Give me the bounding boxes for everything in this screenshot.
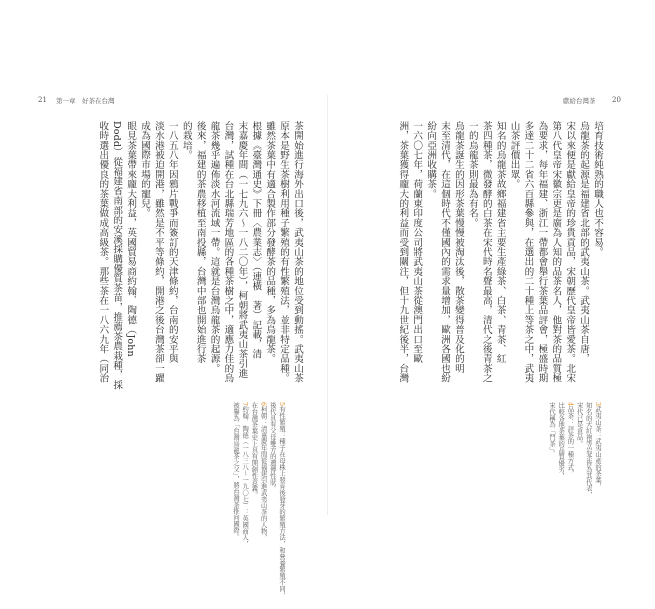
left-footnotes: [166, 402, 286, 599]
text-line: 茶開始進行海外出口後，武夷山茶的地位受到動搖。武夷山茶: [292, 121, 303, 383]
text-line: 根據《臺灣通史》下冊〈農業志〉（連橫 著）記載，清: [250, 121, 262, 359]
text-line: 山茶評價出眾。: [508, 121, 520, 189]
text-line: 末嘉慶年間（一七九六～一八二〇年），柯朝將武夷山茶引進: [236, 121, 248, 379]
text-line: 後來，福建的茶農移植至南投縣，台灣中部也開始進行茶: [194, 121, 206, 364]
footnote-line: 4品茶：評茶的一種方式，: [566, 402, 574, 477]
text-line: Dodd）從福建省南部的安溪採購優質茶苗，推薦茶農栽種，採: [111, 121, 123, 390]
footnote-marker: 4: [566, 402, 574, 407]
right-page-number: 20: [612, 96, 621, 104]
footnote-marker: 3: [594, 402, 601, 407]
text-line: 第八代皇帝宋徽宗更是廣為人知的品茶名人，他對茶的品質極: [550, 121, 562, 383]
text-line: 茶四種茶，微發酵的白茶在宋代時名聲最高，清代之後青茶之: [480, 121, 492, 383]
text-line: 原本是野生茶樹利用種子繁殖的有性繁殖法，並非特定品種。: [278, 121, 290, 383]
text-line: 眼見茶葉帶來龐大利益，英國貿易商約翰．陶德（John: [125, 121, 137, 357]
right-body-text: [348, 121, 604, 391]
text-line: 紛向亞洲收購茶。: [425, 121, 437, 199]
text-line: 雖然茶葉中有適合製作部分發酵茶的品種，多為烏龍茶。: [264, 121, 276, 364]
text-line: 烏龍茶的起源是福建省北部的武夷山茶。武夷山茶自唐，: [578, 121, 590, 364]
left-page: [0, 0, 327, 609]
text-line: 的栽培。: [180, 121, 192, 160]
right-page: [328, 0, 655, 609]
text-line: 為要求，每年福建、浙江一帶都會舉行茶葉品評會，極盛時期: [536, 121, 548, 383]
footnote-line: 被譽為「台灣烏龍茶之父」，將台灣茶推向國際。: [231, 402, 239, 540]
text-line: 龍茶幾乎遍佈淡水河流域一帶。這就是台灣烏龍茶的起源。: [208, 121, 220, 374]
footnote-line: 5有性繁殖：種子在母株上發育後發芽的繁殖方法，和營養繁殖不同，: [278, 402, 285, 599]
text-line: 收時選出優良的茶葉做成高級茶。那些茶在一八六九年（同治: [97, 121, 109, 383]
footnote-marker: 6: [259, 402, 267, 407]
left-page-number: 21: [38, 96, 47, 104]
text-line: 烏龍茶誕生的因形茶葉慢慢被淘汰後，散茶變得普及化的明: [452, 121, 464, 374]
footnote-line: 知名的大紅袍等岩茶皆為其代表，: [584, 402, 592, 498]
text-line: 末至清代，在這個時代不僅國內的需求量增加，歐洲各國也紛: [439, 121, 451, 383]
text-line: 知名的烏龍茶故鄉福建省主要生產綠茶、白茶、青茶、紅: [494, 121, 506, 364]
footnote-line: 比較各地茶葉的品質優劣，: [557, 402, 565, 479]
text-line: 宋以來便是獻給皇帝的珍貴貢品，宋朝歷代皇帝皆愛茶。北宋: [564, 121, 576, 383]
text-line: 多達二十二省六百縣參與，在選出的二十種上等茶之中，武夷: [522, 121, 534, 383]
text-line: 台灣，試種在台北縣瑞芳地區的各種茶樹之中，適應力佳的烏: [222, 121, 234, 383]
footnote-line: 宋代已是貢品。: [575, 402, 583, 447]
footnote-marker: 5: [278, 402, 285, 407]
left-body-text: [52, 121, 304, 391]
text-line: 一八五八年因鴉片戰爭而簽訂的天津條約，台南的安平與: [166, 121, 178, 364]
right-running-header: 獻給台灣茶: [563, 97, 596, 105]
footnote-marker: 7: [241, 402, 249, 407]
footnote-line: 後代具有父母雙方的遺傳性狀。: [268, 402, 276, 492]
text-line: 洲，茶葉獲得龐大的利益而受到關注，但十九世紀後半，台灣: [397, 121, 409, 383]
text-line: 淡水港被迫開港，雖然是不平等條約，開港之後台灣茶卻一躍: [152, 121, 164, 383]
footnote-line: 7約翰．陶德（一八三八～一九〇七）：英國商人，: [241, 402, 249, 547]
footnote-line: 宋代稱為「鬥茶」。: [547, 402, 555, 457]
right-footnotes: [492, 402, 602, 500]
footnote-line: 6柯朝：清嘉慶年間從福建引進武夷山茶的人物，: [259, 402, 267, 541]
text-line: 成為國際市場的寵兒。: [139, 121, 151, 218]
left-running-header: 第一章 好茶在台灣: [56, 97, 115, 105]
text-line: 一六〇七年，荷蘭東印度公司將武夷山茶從澳門出口至歐: [411, 121, 423, 364]
text-line: 培育技術純熟的職人也不容易。: [592, 121, 603, 257]
footnote-line: 在台灣茶葉史上具有開創性意義。: [250, 402, 258, 498]
text-line: 一的烏龍茶則最為有名。: [466, 121, 478, 228]
footnote-line: 3武夷山茶：武夷山產的茶葉，: [594, 402, 601, 490]
